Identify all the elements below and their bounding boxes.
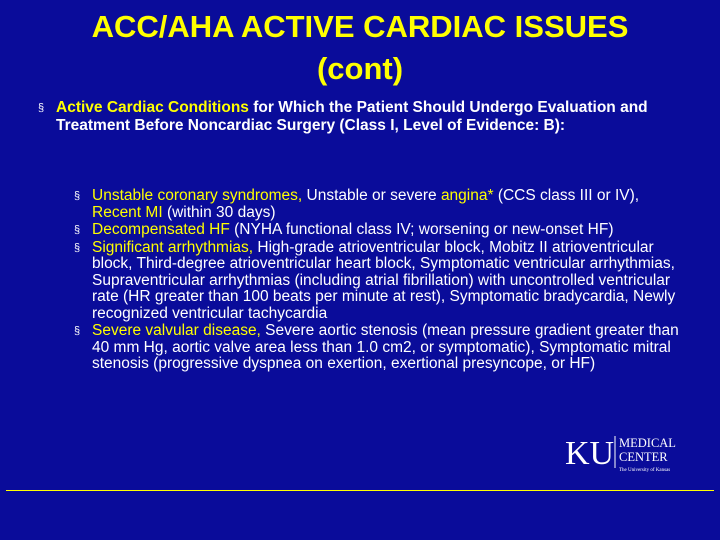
logo-mark: KU	[565, 435, 615, 472]
condition-item	[74, 221, 692, 239]
title-line-1: ACC/AHA ACTIVE CARDIAC ISSUES	[91, 9, 629, 44]
condition-highlight: Significant arrhythmias,	[92, 238, 254, 256]
footer-divider	[6, 490, 714, 491]
condition-text: (NYHA functional class IV; worsening or new-onset HF)	[229, 221, 614, 238]
bullet-icon: §	[74, 190, 81, 202]
condition-text: Unstable or severe	[302, 187, 441, 204]
bullet-icon: §	[74, 224, 81, 236]
main-point-text: for Which the Patient Should Undergo Evaluation and Treatment Before Noncardiac Surgery (Class I, Level of Evidence: B):	[56, 99, 648, 134]
condition-text: Severe aortic stenosis (mean pressure gradient greater than 40 mm Hg, aortic valve area less than 1.0 cm2, or symptomatic), Symptomatic mitral stenosis (progressive dyspnea on exertion, exertional presyncope, or HF)	[92, 322, 679, 372]
main-point-highlight: Active Cardiac Conditions	[56, 99, 249, 116]
condition-item	[74, 238, 692, 323]
main-point	[56, 99, 696, 135]
bullet-icon: §	[74, 325, 81, 337]
logo-line-2: CENTER	[619, 450, 668, 464]
condition-text: High-grade atrioventricular block, Mobitz II atrioventricular block, Third-degree atrioventricular heart block, Symptomatic ventricular arrhythmias, Supraventricular arrhythmias (including atrial fibrillation) with uncontrolled ventricular rate (HR greater than 100 beats per minute at rest), Symptomatic bradycardia, Newly recognized ventricular tachycardia	[92, 238, 676, 322]
condition-highlight: Decompensated HF	[92, 221, 230, 238]
logo-line-3: The University of Kansas	[619, 468, 671, 473]
condition-highlight: Severe valvular disease,	[92, 322, 261, 339]
condition-highlight: Unstable coronary syndromes,	[92, 187, 303, 204]
condition-text: (within 30 days)	[162, 203, 276, 221]
bullet-icon: §	[74, 241, 81, 254]
condition-highlight: angina*	[440, 187, 494, 204]
bullet-icon: §	[38, 102, 45, 114]
title-line-2: (cont)	[316, 51, 404, 86]
slide-title	[20, 6, 700, 90]
condition-item	[74, 322, 692, 373]
logo-line-1: MEDICAL	[619, 436, 676, 450]
condition-list	[74, 187, 692, 374]
condition-text: (CCS class III or IV),	[493, 187, 640, 204]
condition-highlight: Recent MI	[92, 203, 163, 221]
condition-item	[74, 187, 692, 221]
ku-medical-center-logo	[565, 432, 695, 474]
